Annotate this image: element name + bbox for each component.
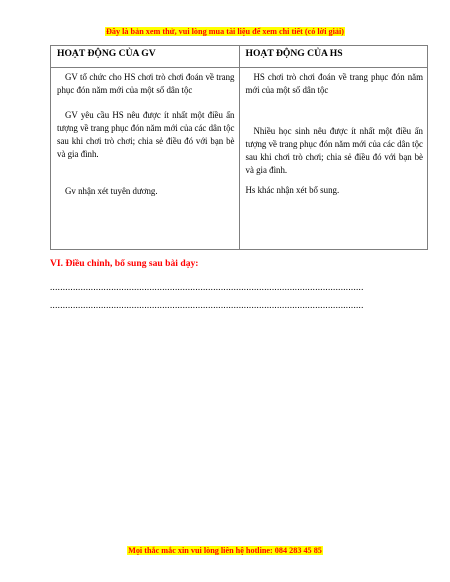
fill-line-1: ........................................................................................................................... <box>50 282 364 292</box>
teacher-step-3: Gv nhận xét tuyên dương. <box>65 186 158 196</box>
student-step-1: HS chơi trò chơi đoán về trang phục đón năm mới của một số dân tộc <box>245 72 423 95</box>
hotline-text: Mọi thắc mắc xin vui lòng liên hệ hotline: 084 283 45 85 <box>128 546 322 555</box>
hotline-banner <box>0 546 450 555</box>
student-activity-cell <box>239 68 428 250</box>
teacher-activity-cell <box>51 68 240 250</box>
preview-notice-text: Đây là bản xem thử, vui lòng mua tài liệu để xem chi tiết (có lời giải) <box>105 27 344 36</box>
student-step-3: Hs khác nhận xét bổ sung. <box>245 185 340 195</box>
table-header-row <box>51 46 428 68</box>
teacher-step-1: GV tổ chức cho HS chơi trò chơi đoán về trang phục đón năm mới của một số dân tộc <box>57 72 235 95</box>
section-heading: VI. Điều chỉnh, bổ sung sau bài dạy: <box>50 258 199 269</box>
student-step-2: Nhiều học sinh nêu được ít nhất một điều ấn tượng về trang phục đón năm mới của các dân tộc sau khi chơi trò chơi; chia sẻ điều đó với bạn bè và gia đình. <box>245 126 423 175</box>
header-teacher-activity: HOẠT ĐỘNG CỦA GV <box>51 46 240 68</box>
teacher-step-2: GV yêu cầu HS nêu được ít nhất một điều ấn tượng về trang phục đón năm mới của các dân tộc sau khi chơi trò chơi; chia sẻ điều đó với bạn bè và gia đình. <box>57 110 235 159</box>
fill-line-2: ........................................................................................................................... <box>50 300 364 310</box>
activity-table <box>50 45 428 250</box>
preview-notice-banner <box>0 27 450 36</box>
header-student-activity: HOẠT ĐỘNG CỦA HS <box>239 46 428 68</box>
table-row <box>51 68 428 250</box>
